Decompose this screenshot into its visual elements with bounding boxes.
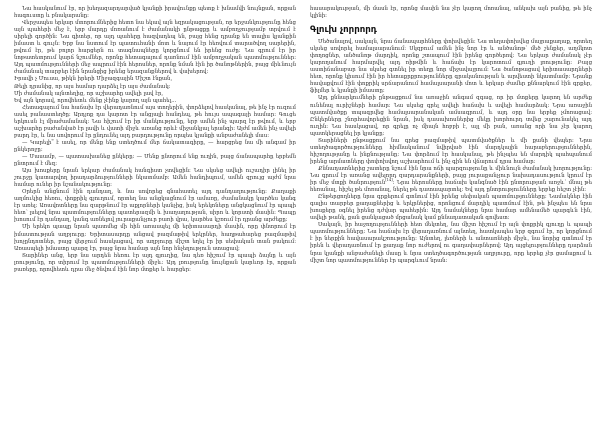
body-paragraph: Եվ այն կորավ, որովհետև մենք չէինք կարող այն պահել... xyxy=(14,97,177,104)
body-paragraph: Սակայն, իր հաջողությունների հետ մեկտեղ, նա միշտ հիշում էր այն փոքրիկ գյուղը և պապի պատմությունները: Նա հաճախ էր վերադառնում այնտեղ, հատկապես երբ զգում էր, որ կորցնում է իր ներքին հավասարակշռությունը: Այնտեղ, լեռների և անտառների միջև, նա նորից գտնում էր իրեն և վերադառնում էր քաղաք նոր ուժերով ու գաղափարներով: Այդ այցելությունները դարձան նրա կյանքի անբաժանելի մասը և նրա ստեղծագործության աղբյուրը, որը երբեք չէր ցամաքում և միշտ նոր պատմություններ էր պարգևում նրան: xyxy=(310,222,592,264)
body-paragraph: Մեծանալով, սակայն, նրա ճանապարհները փոխվեցին: Նա տեղափոխվեց մայրաքաղաք, որտեղ սկսեց սովորել համալսարանում: Սկզբում ամեն ինչ նոր էր և անծանոթ՝ մեծ շենքեր, աղմկոտ փողոցներ, անծանոթ մարդիկ, որոնք շտապում էին իրենց գործերով: Նա երկար ժամանակ չէր կարողանում հարմարվել այդ ռիթմին և հաճախ էր կարոտում գյուղի լռությունը: Բայց աստիճանաբար նա սկսեց գտնել իր տեղը նոր միջավայրում: Նա ծանոթացավ երիտասարդների հետ, որոնք կիսում էին իր հետաքրքրությունները գրականության և արվեստի նկատմամբ: Նրանք հավաքվում էին փոքրիկ սրճարանում համալսարանի մոտ և երկար ժամեր քննարկում էին գրքեր, ֆիլմեր և կյանքի իմաստը: xyxy=(310,39,592,95)
body-paragraph: Օրերն անցնում էին դանդաղ, և նա սովորեց գնահատել այդ դանդաղությունը: Քաղաքի աղմուկից հեռու, փոքրիկ գյուղում, որտեղ նա անցկացնում էր ամառը, ժամանակը կարծես կանգ էր առել: Առավոտները նա զարթնում էր աքլորների կանչից, իսկ երեկոները անցկացնում էր պապի հետ՝ լսելով նրա պատմությունները պատերազմի և խաղաղության, սիրո և կորստի մասին: Պապը խոսում էր դանդաղ, կանգ առնելով յուրաքանչյուր բառի վրա, կարծես կշռում էր դրանց արժեքը: xyxy=(14,189,296,224)
body-paragraph: — Մասամբ, — պատասխանեց ընկերը: — Մենք ընտրում ենք ուղին, բայց ճանապարհը երբեմն ընտրում է մեզ: xyxy=(14,153,296,168)
body-paragraph: Մի երեկո պապը նրան պատմեց մի հին առասպել մի երիտասարդի մասին, որը փնտրում էր իմաստության աղբյուրը: Երիտասարդը անցավ բազմաթիվ երկրներ, հաղթահարեց բազմաթիվ խոչընդոտներ, բայց վերջում հասկացավ, որ աղբյուրը միշտ եղել էր իր սեփական տան բակում: Առասպելի իմաստը պարզ էր, բայց նրա համար այն նոր հնչեղություն ստացավ: xyxy=(14,224,296,252)
body-paragraph: Տարիների ընթացքում նա գրեց բազմաթիվ պատմվածքներ և մի քանի վեպեր: Նրա ստեղծագործությունները հիմնականում նվիրված էին մարդկային հարաբերություններին, հիշողությանը և ինքնությանը: Նա փորձում էր հասկանալ, թե ինչպես են մարդիկ պահպանում իրենց արմատները փոփոխվող աշխարհում և ինչ գին են վճարում դրա համար: xyxy=(310,137,592,165)
body-paragraph: — Կարելի՞ է ասել, որ մենք ենք ստեղծում մեր ճակատագիրը, — հարցրեց նա մի անգամ իր ընկերոջը: xyxy=(14,139,296,153)
continuation-paragraph: հասարակության, մի մասն էր, որոնց մասին նա չէր կարող մոռանալ, անկախ այն բանից, թե ինչ կլինի: xyxy=(310,6,592,20)
body-paragraph: Հետագայում նա հաճախ էր վերադառնում այս տողերին, փորձելով հասկանալ, թե ինչ էր ուզում ասել բանաստեղծը: Արդյոք դա կարոտ էր անցյալի հանդեպ, թե հույս ապագայի համար: Գուցե երկուսն էլ միաժամանակ: Նա հիշում էր իր մանկությունը, երբ ամեն ինչ պարզ էր թվում, և երբ աշխարհը բաժանված էր լավի և վատի միջև առանց որևէ միջանկյալ երանգի: Այժմ ամեն ինչ ավելի բարդ էր, և նա սովորում էր ընդունել այդ բարդությունը որպես կյանքի անբաժանելի մաս: xyxy=(14,104,296,139)
body-paragraph: Իրավի չ Մուսա, թիկն իրերի Միջազգային Միշտ էնքան, xyxy=(14,76,173,83)
left-column xyxy=(14,6,296,424)
body-paragraph: Այդ քննարկումների ընթացքում նա առաջին անգամ զգաց, որ իր մտքերը կարող են արժեք ունենալ ուրիշների համար: Նա սկսեց գրել ավելի հաճախ և ավելի համարձակ: Նրա առաջին պատմվածքը տպագրվեց համալսարանական ամսագրում, և այդ օրը նա երբեք չմոռացավ: Ընկերները շնորհավորեցին նրան, իսկ դասախոսներից մեկը խորհուրդ տվեց շարունակել այդ ուղին: Նա հասկացավ, որ գրելը ոչ միայն հոբբի է, այլ մի բան, առանց որի նա չէր կարող պատկերացնել իր կյանքը: xyxy=(310,95,592,137)
body-paragraph: Ընթերցողները նրա գրքերում գտնում էին իրենց սեփական պատմությունները: Նամակներ էին գալիս տարբեր քաղաքներից և երկրներից, որոնցում մարդիկ պատմում էին, թե ինչպես են նրա խոսքերը օգնել իրենց դժվար պահերին: Այդ նամակները նրա համար ամենամեծ պարգևն էին, ավելի թանկ, քան ցանկացած մրցանակ կամ քննադատական գովեստ: xyxy=(310,194,592,222)
right-paragraphs xyxy=(310,39,592,265)
body-paragraph: Մի ժամանակ այնտեղից, որ աշխարհը ավելի լավ էր, xyxy=(14,90,164,97)
body-paragraph: Վերջապես երկար մտորումներից հետո նա եկավ այն եզրակացության, որ երջանկությունը հենց այն պահերի մեջ է, երբ մարդը մոռանում է ժամանակի ընթացքը և ամբողջությամբ տրվում է սիրելի գործին: Նա գիտեր, որ այդ պահերը հազվադեպ են, բայց հենց դրանք են տալիս կյանքին իմաստ և գույն: Երբ նա նստում էր պատուհանի մոտ և նայում էր հեռվում տարածվող սարերին, թվում էր, թե բոլոր հարցերն ու տագնապները կորցնում են իրենց ուժը: Նա գրում էր իր նոթատետրում կարճ նշումներ, որոնք հետագայում դառնում էին ամբողջական պատմություններ: Այդ պատմությունների մեջ ապրում էին հերոսներ, որոնք նման էին իր ծանոթներին, բայց միևնույն ժամանակ տարբեր էին նրանցից իրենց երազանքներով և վախերով: xyxy=(14,20,296,76)
chapter-heading: Գլուխ չորրորդ xyxy=(310,25,377,36)
body-paragraph: Նա հասկանում էր, որ խեղազարդարված կյանքի իրավունքը պետք է խնամվի նույնքան, որքան հագուստը և բնակարանը: xyxy=(14,6,296,20)
body-paragraph: Քննադատներից շատերը նշում էին նրա ոճի պարզությունը և միևնույն ժամանակ խորությունը: Նա գրում էր առանց ավելորդ զարդարանքների, բայց յուրաքանչյուր նախադասություն կրում էր իր մեջ մտքի ծանրություն[14]: Նրա հերոսները հաճախ կանգնած էին ընտրության առջև՝ մնալ թե հեռանալ, հիշել թե մոռանալ, ներել թե դատապարտել: Եվ այդ ընտրությունները երբեք հեշտ չէին: xyxy=(310,165,592,194)
body-paragraph: Թելի դրանից, որ այս համար դարձել էր այս ժամանակ: xyxy=(14,83,171,90)
right-column xyxy=(310,6,592,424)
body-paragraph: Այս խոսքերը նրան երկար ժամանակ հանգիստ չտվեցին: Նա սկսեց ավելի ուշադիր լինել իր շուրջը կատարվող իրադարձությունների նկատմամբ: Ամեն հանդիպում, ամեն զրույց այժմ նրա համար ուներ իր նշանակությունը: xyxy=(14,168,296,189)
body-paragraph: Տարիներ անց, երբ նա արդեն հեռու էր այդ գյուղից, նա դեռ հիշում էր պապի ձայնը և այն լռությունը, որ տիրում էր պատմությունների միջև: Այդ լռությունը նույնքան կարևոր էր, որքան բառերը, որովհետև դրա մեջ ծնվում էին նոր մտքեր և հարցեր: xyxy=(14,252,296,273)
